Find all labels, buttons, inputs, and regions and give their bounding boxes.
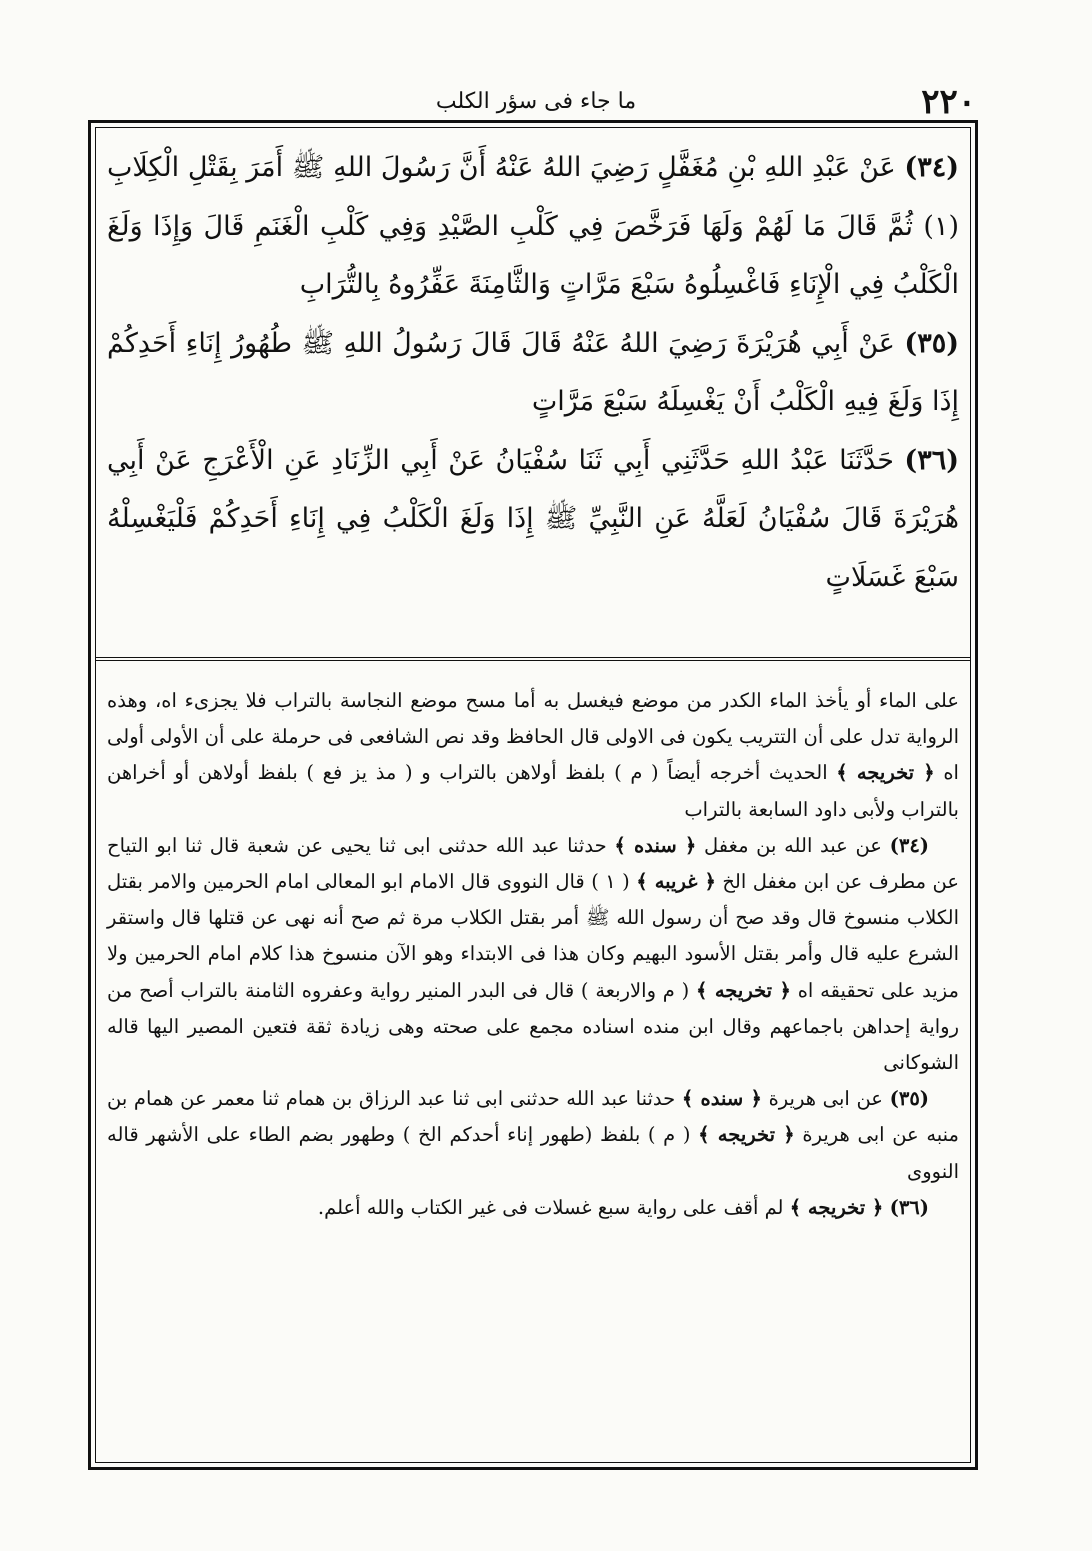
gharib-marker: ﴿ غريبه ﴾ — [636, 870, 716, 894]
hadith-body: عَنْ أَبِي هُرَيْرَةَ رَضِيَ اللهُ عَنْهُ قَالَ قَالَ رَسُولُ اللهِ ﷺ طُهُورُ إِنَاءِ أَحَدِكُمْ إِذَا وَلَغَ فِيهِ الْكَلْبُ أَنْ يَغْسِلَهُ سَبْعَ مَرَّاتٍ — [107, 327, 959, 417]
commentary-34 — [107, 828, 959, 1081]
commentary — [107, 683, 959, 1226]
note-number: (٣٤) — [889, 833, 930, 857]
note-number: (٣٦) — [889, 1195, 929, 1219]
commentary-text: لم أقف على رواية سبع غسلات فى غير الكتاب والله أعلم. — [317, 1195, 784, 1219]
hadith-34 — [107, 139, 959, 315]
commentary-text: عن ابى هريرة — [768, 1087, 883, 1111]
commentary-35 — [107, 1081, 959, 1190]
section-divider — [95, 657, 971, 661]
takhrij-marker: ﴿ تخريجه ﴾ — [698, 1123, 795, 1147]
commentary-text: الحديث أخرجه أيضاً ( م ) بلفظ أولاهن بالتراب و ( مذ يز فع ) بلفظ أولاهن أو أخراهن بالتراب ولأبى داود السابعة بالتراب — [107, 761, 959, 821]
commentary-text: ( م ) بلفظ (طهور إناء أحدكم الخ ) وطهور بضم الطاء على الأشهر قاله النووى — [107, 1123, 959, 1183]
hadith-number: (٣٦) — [904, 444, 959, 476]
commentary-text: ( ١ ) قال النووى قال الامام ابو المعالى امام الحرمين والامر بقتل الكلاب منسوخ قال وقد صح أن رسول الله ﷺ أمر بقتل الكلاب مرة ثم صح أنه نهى عن قتلها قال واستقر الشرع عليه قال وأمر بقتل الأسود البهيم وكان هذا فى الابتداء وهو الآن منسوخ هذا كلام امام الحرمين ولا مزيد على تحقيقه اه — [107, 870, 959, 1002]
page-frame — [88, 120, 978, 1470]
note-number: (٣٥) — [889, 1087, 930, 1111]
sanad-marker: ﴿ سنده ﴾ — [614, 833, 697, 857]
hadith-35 — [107, 315, 959, 432]
commentary-intro — [107, 683, 959, 828]
hadith-text — [107, 139, 959, 607]
commentary-text: عن عبد الله بن مغفل — [704, 833, 882, 857]
hadith-body: عَنْ عَبْدِ اللهِ بْنِ مُغَفَّلٍ رَضِيَ اللهُ عَنْهُ أَنَّ رَسُولَ اللهِ ﷺ أَمَرَ بِقَتْلِ الْكِلَابِ (١) ثُمَّ قَالَ مَا لَهُمْ وَلَهَا فَرَخَّصَ فِي كَلْبِ الصَّيْدِ وَفِي كَلْبِ الْغَنَمِ قَالَ وَإِذَا وَلَغَ الْكَلْبُ فِي الْإِنَاءِ فَاغْسِلُوهُ سَبْعَ مَرَّاتٍ وَالثَّامِنَةَ عَفِّرُوهُ بِالتُّرَابِ — [107, 152, 959, 300]
commentary-text: ( م والاربعة ) قال فى البدر المنير رواية وعفروه الثامنة بالتراب أصح من رواية إحداهن باجماعهم وقال ابن منده اسناده مجمع على صحته وهى زيادة ثقة فتعين المصير اليها قاله الشوكانى — [107, 978, 959, 1075]
takhrij-marker: ﴿ تخريجه ﴾ — [836, 761, 935, 785]
takhrij-marker: ﴿ تخريجه ﴾ — [789, 1195, 884, 1219]
hadith-body: حَدَّثَنَا عَبْدُ اللهِ حَدَّثَنِي أَبِي ثَنَا سُفْيَانُ عَنْ أَبِي الزِّنَادِ عَنِ الْأَعْرَجِ عَنْ أَبِي هُرَيْرَةَ قَالَ سُفْيَانُ لَعَلَّهُ عَنِ النَّبِيِّ ﷺ إِذَا وَلَغَ الْكَلْبُ فِي إِنَاءِ أَحَدِكُمْ فَلْيَغْسِلْهُ سَبْعَ غَسَلَاتٍ — [107, 444, 959, 593]
commentary-36 — [107, 1190, 959, 1226]
hadith-36 — [107, 432, 959, 608]
running-title: ما جاء فى سؤر الكلب — [435, 89, 637, 114]
commentary-text: حدثنا عبد الله حدثنى ابى ثنا يحيى عن شعبة قال ثنا ابو التياح عن مطرف عن ابن مغفل الخ — [107, 833, 960, 894]
takhrij-marker: ﴿ تخريجه ﴾ — [696, 978, 791, 1002]
hadith-number: (٣٤) — [904, 152, 959, 183]
commentary-text: على الماء أو يأخذ الماء الكدر من موضع فيغسل به أما مسح موضع النجاسة بالتراب فلا يجزىء اه، وهذه الرواية تدل على أن التتريب يكون فى الاولى قال الحافظ وقد نص الشافعى فى حرملة على أن الأولى أولى اه — [107, 689, 959, 785]
sanad-marker: ﴿ سنده ﴾ — [681, 1087, 762, 1111]
page-header — [96, 82, 976, 122]
page-number: ٢٢٠ — [921, 82, 976, 122]
hadith-number: (٣٥) — [904, 327, 959, 359]
commentary-text: حدثنا عبد الله حدثنى ابى ثنا عبد الرزاق بن همام ثنا معمر عن همام بن منبه عن ابى هريرة — [107, 1087, 960, 1147]
